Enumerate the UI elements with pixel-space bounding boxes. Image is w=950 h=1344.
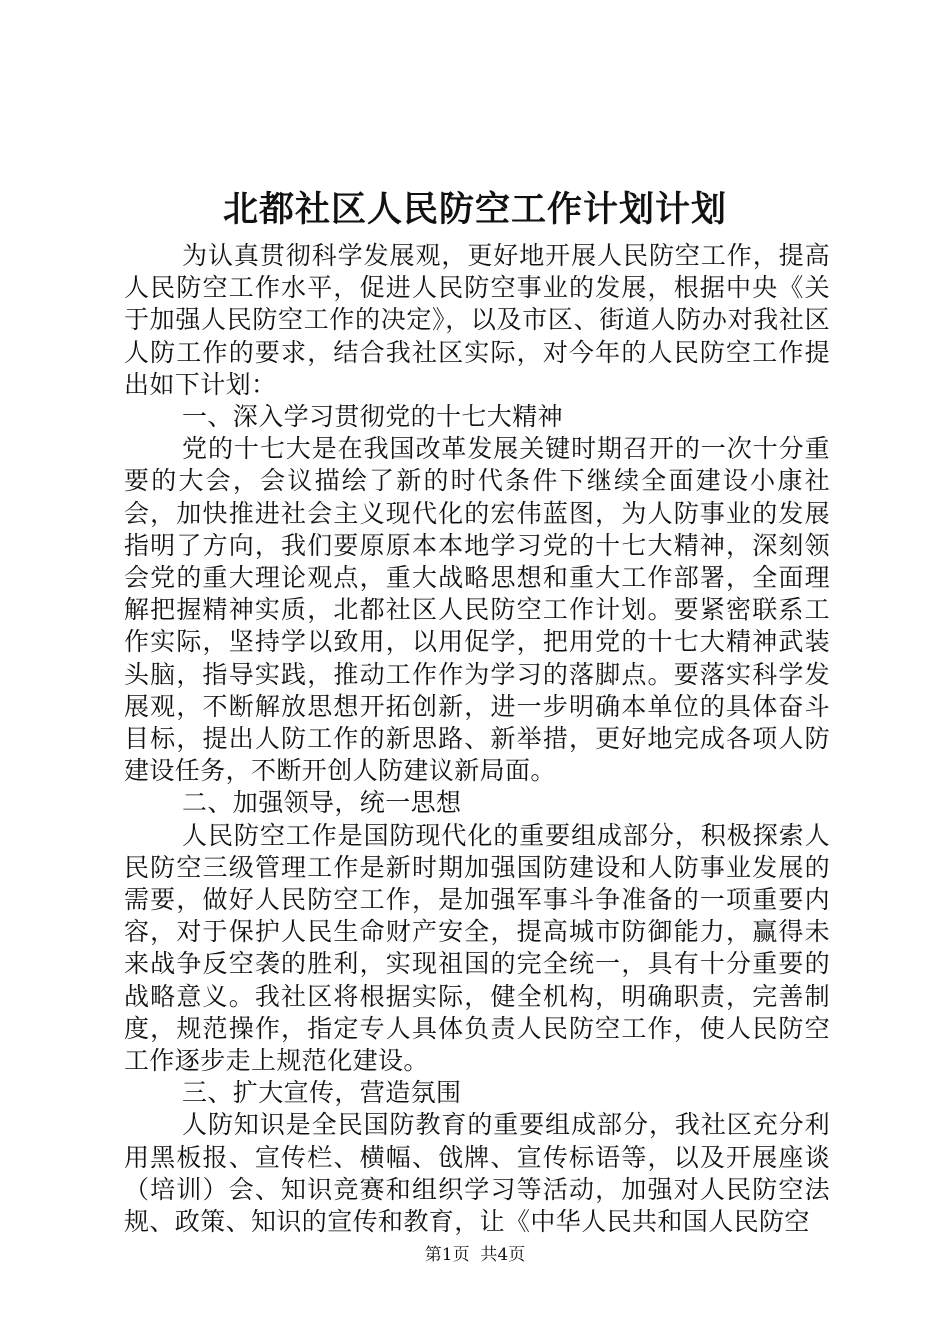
section-heading-1: 一、深入学习贯彻党的十七大精神 bbox=[182, 402, 564, 432]
section-heading-3: 三、扩大宣传，营造氛围 bbox=[182, 1078, 462, 1108]
page-footer bbox=[0, 1243, 950, 1267]
paragraph-section-1: 党的十七大是在我国改革发展关键时期召开的一次十分重要的大会，会议描绘了新的时代条件下继续全面建设小康社会，加快推进社会主义现代化的宏伟蓝图，为人防事业的发展指明了方向，我们要原原本本地学习党的十七大精神，深刻领会党的重大理论观点，重大战略思想和重大工作部署，全面理解把握精神实质，北都社区人民防空工作计划。要紧密联系工作实际，坚持学以致用，以用促学，把用党的十七大精神武装头脑，指导实践，推动工作作为学习的落脚点。要落实科学发展观，不断解放思想开拓创新，进一步明确本单位的具体奋斗目标，提出人防工作的新思路、新举措，更好地完成各项人防建设任务，不断开创人防建议新局面。 bbox=[124, 434, 830, 786]
document-body bbox=[124, 240, 830, 1238]
footer-spacer bbox=[470, 1245, 481, 1265]
paragraph-section-3: 人防知识是全民国防教育的重要组成部分，我社区充分利用黑板报、宣传栏、横幅、戗牌、宣传标语等，以及开展座谈（培训）会、知识竞赛和组织学习等活动，加强对人民防空法规、政策、知识的宣传和教育，让《中华人民共和国人民防空 bbox=[124, 1110, 830, 1237]
document-title: 北都社区人民防空工作计划计划 bbox=[222, 189, 727, 230]
page-number: 第1页 bbox=[424, 1245, 470, 1265]
page-total: 共4页 bbox=[480, 1245, 526, 1265]
section-heading-2: 二、加强领导，统一思想 bbox=[182, 788, 462, 818]
paragraph-section-2: 人民防空工作是国防现代化的重要组成部分，积极探索人民防空三级管理工作是新时期加强国防建设和人防事业发展的需要，做好人民防空工作，是加强军事斗争准备的一项重要内容，对于保护人民生命财产安全，提高城市防御能力，赢得未来战争反空袭的胜利，实现祖国的完全统一，具有十分重要的战略意义。我社区将根据实际，健全机构，明确职责，完善制度，规范操作，指定专人具体负责人民防空工作，使人民防空工作逐步走上规范化建设。 bbox=[124, 820, 830, 1076]
paragraph-intro: 为认真贯彻科学发展观，更好地开展人民防空工作，提高人民防空工作水平，促进人民防空事业的发展，根据中央《关于加强人民防空工作的决定》，以及市区、街道人防办对我社区人防工作的要求，结合我社区实际，对今年的人民防空工作提出如下计划： bbox=[124, 241, 830, 399]
